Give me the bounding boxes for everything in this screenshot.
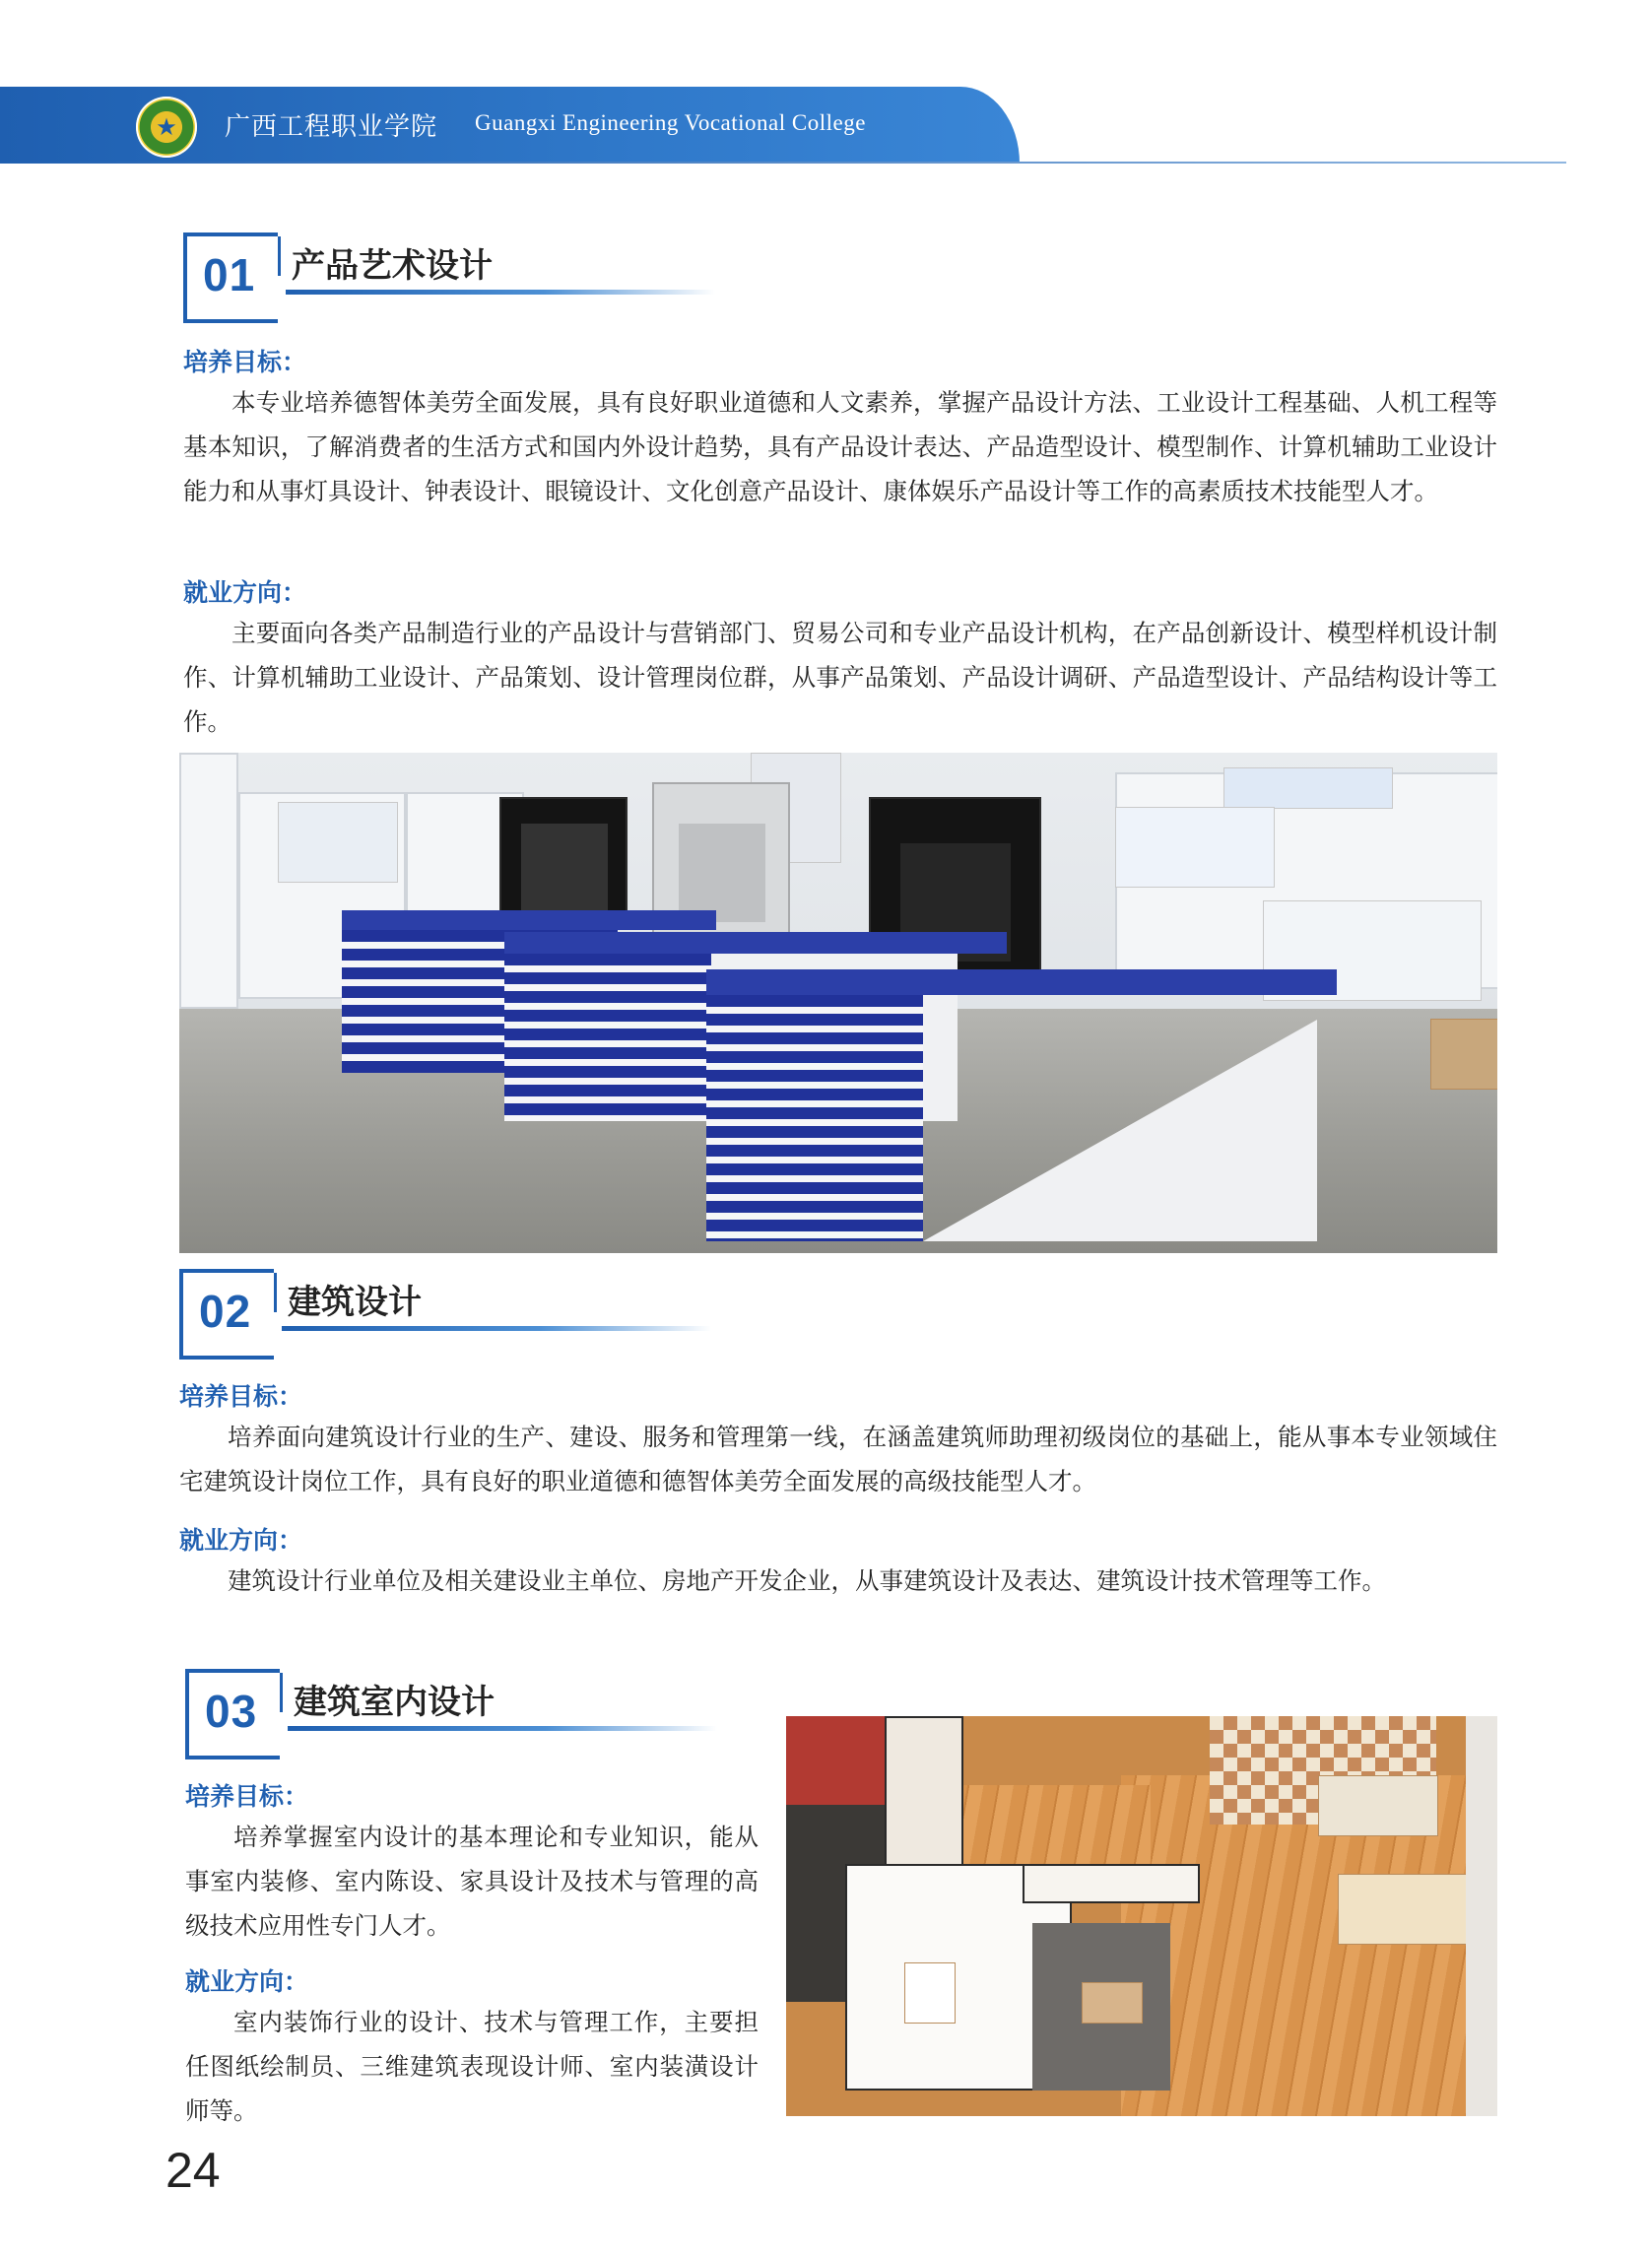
goal-label: 培养目标：	[183, 348, 307, 376]
interior-model-photo	[786, 1716, 1497, 2116]
section-title: 建筑室内设计	[294, 1683, 495, 1722]
section-underline	[282, 1326, 711, 1331]
section-underline	[286, 290, 715, 295]
goal-text: 培养面向建筑设计行业的生产、建设、服务和管理第一线，在涵盖建筑师助理初级岗位的基础上，能从事本专业领域住宅建筑设计岗位工作，具有良好的职业道德和德智体美劳全面发展的高级技能型人才。	[179, 1423, 1497, 1495]
career-text: 室内装饰行业的设计、技术与管理工作，主要担任图纸绘制员、三维建筑表现设计师、室内装潢设计师等。	[185, 2008, 759, 2125]
section-title: 产品艺术设计	[292, 246, 493, 286]
section-number: 02	[199, 1286, 252, 1337]
goal-text: 本专业培养德智体美劳全面发展，具有良好职业道德和人文素养，掌握产品设计方法、工业设计工程基础、人机工程等基本知识，了解消费者的生活方式和国内外设计趋势，具有产品设计表达、产品造型设计、模型制作、计算机辅助工业设计能力和从事灯具设计、钟表设计、眼镜设计、文化创意产品设计、康体娱乐产品设计等工作的高素质技术技能型人才。	[183, 388, 1497, 505]
career-text: 建筑设计行业单位及相关建设业主单位、房地产开发企业，从事建筑设计及表达、建筑设计技术管理等工作。	[228, 1566, 1386, 1595]
section-underline	[288, 1726, 717, 1731]
goal-label: 培养目标：	[185, 1782, 309, 1811]
section-title: 建筑设计	[288, 1283, 422, 1322]
page-number: 24	[165, 2143, 221, 2198]
college-emblem-icon: ★	[136, 97, 197, 158]
career-text: 主要面向各类产品制造行业的产品设计与营销部门、贸易公司和专业产品设计机构，在产品创新设计、模型样机设计制作、计算机辅助工业设计、产品策划、设计管理岗位群，从事产品策划、产品设计调研、产品造型设计、产品结构设计等工作。	[183, 619, 1497, 736]
section-number: 03	[205, 1686, 258, 1737]
college-name-cn: 广西工程职业学院	[225, 112, 438, 142]
printer-lab-photo	[179, 753, 1497, 1253]
section-number: 01	[203, 249, 256, 300]
section-heading	[179, 1269, 731, 1363]
section-heading	[183, 232, 735, 327]
section-heading	[185, 1669, 737, 1763]
goal-label: 培养目标：	[179, 1382, 303, 1411]
goal-text: 培养掌握室内设计的基本理论和专业知识，能从事室内装修、室内陈设、家具设计及技术与管理的高级技术应用性专门人才。	[185, 1823, 759, 1940]
header-divider	[0, 162, 1566, 164]
career-label: 就业方向：	[185, 1967, 309, 1996]
career-label: 就业方向：	[183, 578, 307, 607]
career-label: 就业方向：	[179, 1526, 303, 1555]
college-name-en: Guangxi Engineering Vocational College	[475, 110, 866, 135]
